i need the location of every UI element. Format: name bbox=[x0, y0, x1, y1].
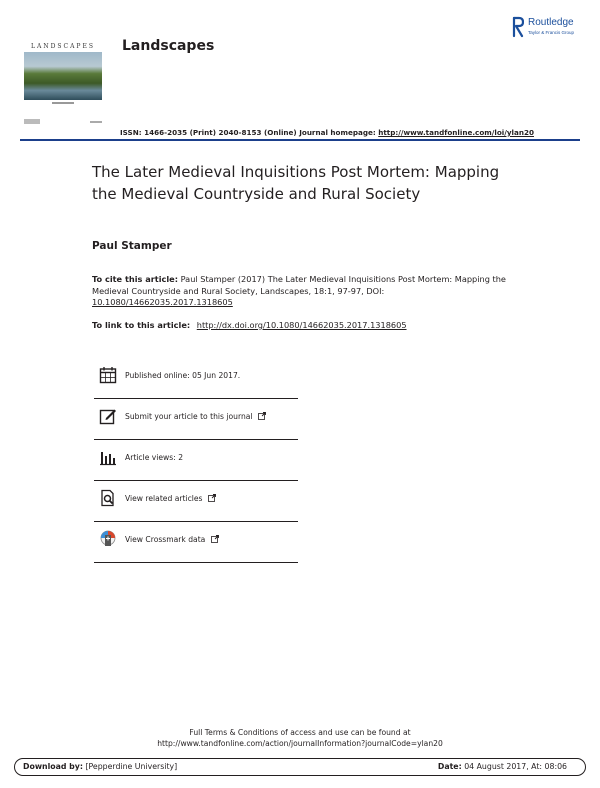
terms-url[interactable]: http://www.tandfonline.com/action/journalInformation?journalCode=ylan20 bbox=[157, 739, 443, 748]
date-value: 04 August 2017, At: 08:06 bbox=[464, 762, 567, 771]
tf-small-logo bbox=[24, 119, 40, 124]
article-link-line bbox=[92, 320, 407, 330]
article-views: Article views: 2 bbox=[125, 453, 184, 462]
published-row bbox=[94, 358, 298, 399]
crossmark-label: View Crossmark data bbox=[125, 535, 206, 544]
calendar-icon bbox=[99, 366, 117, 384]
submit-article-link[interactable] bbox=[125, 412, 266, 421]
routledge-r-icon bbox=[512, 16, 524, 38]
publisher-logo bbox=[512, 16, 594, 40]
header-rule bbox=[20, 139, 580, 141]
related-articles-icon bbox=[99, 489, 117, 507]
external-link-icon bbox=[258, 412, 266, 420]
external-link-icon bbox=[211, 535, 219, 543]
cite-label: To cite this article: bbox=[92, 274, 178, 284]
terms-notice bbox=[0, 727, 600, 749]
cite-doi-link[interactable]: 10.1080/14662035.2017.1318605 bbox=[92, 297, 233, 307]
views-row bbox=[94, 440, 298, 481]
cover-photo bbox=[24, 52, 102, 100]
published-date: Published online: 05 Jun 2017. bbox=[125, 371, 241, 380]
downloaded-label: Download by: bbox=[23, 762, 83, 771]
submit-label: Submit your article to this journal bbox=[125, 412, 253, 421]
date-label: Date: bbox=[437, 762, 462, 771]
issn-line bbox=[120, 128, 534, 137]
publisher-subtitle: Taylor & Francis Group bbox=[528, 30, 575, 35]
decorative-mark bbox=[90, 121, 102, 123]
cover-title: LANDSCAPES bbox=[24, 42, 102, 52]
terms-line-1: Full Terms & Conditions of access and use can be found at bbox=[189, 728, 411, 737]
journal-title: Landscapes bbox=[122, 38, 215, 54]
article-title: The Later Medieval Inquisitions Post Mortem: Mapping the Medieval Countryside and Rural Society bbox=[92, 163, 500, 203]
publisher-name: Routledge bbox=[528, 17, 574, 28]
external-link-icon bbox=[208, 494, 216, 502]
downloaded-value: [Pepperdine University] bbox=[85, 762, 178, 771]
article-author: Paul Stamper bbox=[92, 240, 172, 252]
citation-block bbox=[92, 274, 512, 309]
journal-cover-image bbox=[24, 42, 102, 118]
crossmark-row[interactable] bbox=[94, 522, 298, 563]
related-articles-link[interactable] bbox=[125, 494, 216, 503]
article-doi-link[interactable]: http://dx.doi.org/10.1080/14662035.2017.1318605 bbox=[196, 320, 407, 330]
download-info-bar bbox=[14, 758, 586, 776]
journal-homepage-link[interactable]: http://www.tandfonline.com/loi/ylan20 bbox=[378, 128, 534, 137]
cite-text: Paul Stamper (2017) The Later Medieval Inquisitions Post Mortem: Mapping the Medieval Countryside and Rural Society, Landscapes, 18:1, 97-97, DOI: bbox=[92, 274, 506, 296]
crossmark-icon bbox=[99, 530, 117, 548]
link-label: To link to this article: bbox=[92, 320, 191, 330]
related-label: View related articles bbox=[125, 494, 203, 503]
issn-text: ISSN: 1466-2035 (Print) 2040-8153 (Online) Journal homepage: bbox=[120, 128, 376, 137]
edit-icon bbox=[99, 407, 117, 425]
downloaded-by bbox=[23, 762, 177, 771]
submit-row[interactable] bbox=[94, 399, 298, 440]
download-date bbox=[438, 762, 567, 771]
article-info-list bbox=[94, 358, 298, 563]
related-row[interactable] bbox=[94, 481, 298, 522]
crossmark-link[interactable] bbox=[125, 535, 219, 544]
bar-chart-icon bbox=[99, 448, 117, 466]
